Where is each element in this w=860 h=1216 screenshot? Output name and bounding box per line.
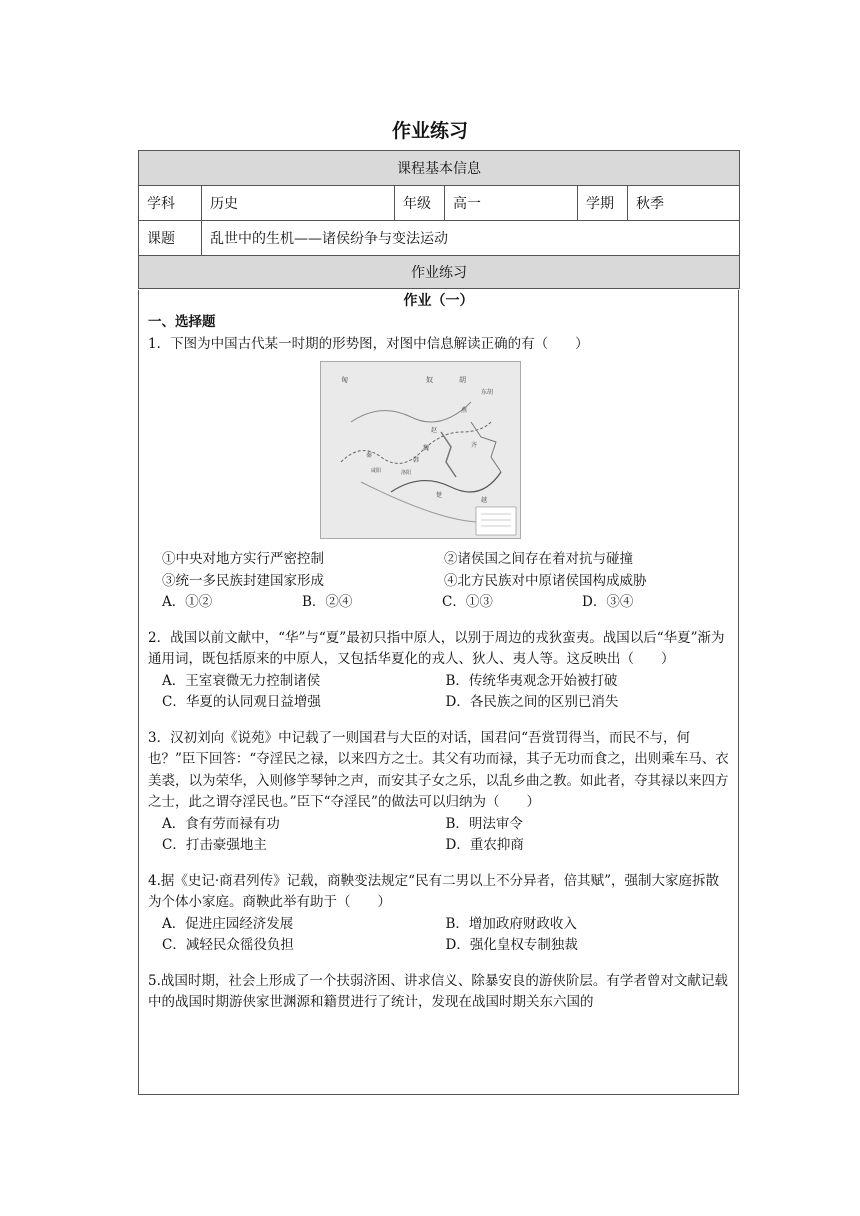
question-1-statements-row1 xyxy=(148,549,729,571)
section-heading: 一、选择题 xyxy=(148,314,216,330)
question-2-options-row1 xyxy=(148,671,729,693)
homework-section-header: 作业练习 xyxy=(139,256,740,289)
map-label: 奴 xyxy=(426,376,433,384)
question-3-options-row2 xyxy=(148,835,729,857)
question-4-options-row1 xyxy=(148,914,729,936)
page-title: 作业练习 xyxy=(391,120,468,142)
option-a[interactable]: A．促进庄园经济发展 xyxy=(162,915,294,932)
question-1-options xyxy=(148,592,729,614)
question-1-statements-row2 xyxy=(148,571,729,593)
question-4-stem: 4.据《史记·商君列传》记载，商鞅变法规定“民有二男以上不分异者，倍其赋”，强制大家庭拆散为个体小家庭。商鞅此举有助于（ ） xyxy=(148,872,719,910)
option-d[interactable]: D．各民族之间的区别已消失 xyxy=(445,694,619,710)
option-b[interactable]: B．②④ xyxy=(302,594,353,610)
statement-1: ①中央对地方实行严密控制 xyxy=(162,551,324,567)
map-label: 秦 xyxy=(366,452,373,459)
grade-value: 高一 xyxy=(445,186,578,221)
statement-3: ③统一多民族封建国家形成 xyxy=(162,572,324,589)
option-a[interactable]: A．①② xyxy=(162,594,213,610)
map-label: 洛阳 xyxy=(401,470,412,476)
option-d[interactable]: D．强化皇权专制独裁 xyxy=(445,937,578,953)
topic-value: 乱世中的生机——诸侯纷争与变法运动 xyxy=(202,221,740,256)
option-d[interactable]: D．重农抑商 xyxy=(445,837,524,853)
option-c[interactable]: C．减轻民众徭役负担 xyxy=(162,937,294,953)
map-label: 赵 xyxy=(431,427,438,434)
map-graphic xyxy=(321,362,520,538)
map-label: 咸阳 xyxy=(371,468,382,474)
statement-4: ④北方民族对中原诸侯国构成威胁 xyxy=(444,572,647,589)
question-2-stem: 2．战国以前文献中，“华”与“夏”最初只指中原人，以别于周边的戎狄蛮夷。战国以后“华夏”渐为通用词，既包括原来的中原人，又包括华夏化的戎人、狄人、夷人等。这反映出（ ） xyxy=(148,629,725,667)
question-3-stem: 3．汉初刘向《说苑》中记载了一则国君与大臣的对话，国君问“吾赏罚得当，而民不与，何也？”臣下回答：“夺淫民之禄，以来四方之士。其父有功而禄，其子无功而食之，出则乘车马、衣美裘，以为荣华，入则修竽琴钟之声，而安其子女之乐，以乱乡曲之教。如此者，夺其禄以来四方之士，此之谓夺淫民也。”臣下“夺淫民”的做法可以归纳为（ ） xyxy=(148,729,729,810)
homework-panel xyxy=(138,290,739,1095)
map-label: 楚 xyxy=(436,492,443,499)
question-2-options-row2 xyxy=(148,692,729,714)
option-d[interactable]: D．③④ xyxy=(582,594,634,610)
warring-states-map xyxy=(320,361,521,539)
map-label: 燕 xyxy=(461,407,468,414)
term-label: 学期 xyxy=(578,186,628,221)
homework-title: 作业（一） xyxy=(403,293,474,309)
grade-label: 年级 xyxy=(395,186,445,221)
question-5-stem: 5.战国时期，社会上形成了一个扶弱济困、讲求信义、除暴安良的游侠阶层。有学者曾对文献记载中的战国时期游侠家世渊源和籍贯进行了统计，发现在战国时期关东六国的 xyxy=(148,972,728,1010)
map-label: 魏 xyxy=(423,445,430,452)
question-1-stem: 1．下图为中国古代某一时期的形势图，对图中信息解读正确的有（ ） xyxy=(148,335,589,352)
map-label: 胡 xyxy=(459,376,466,384)
option-c[interactable]: C．打击豪强地主 xyxy=(162,837,267,853)
option-a[interactable]: A．食有劳而禄有功 xyxy=(162,815,280,832)
question-4-options-row2 xyxy=(148,935,729,957)
option-b[interactable]: B．明法审令 xyxy=(445,815,523,832)
option-b[interactable]: B．传统华夷观念开始被打破 xyxy=(445,672,618,689)
map-label: 越 xyxy=(481,497,488,504)
topic-label: 课题 xyxy=(139,221,202,256)
subject-label: 学科 xyxy=(139,186,202,221)
question-3-options-row1 xyxy=(148,814,729,836)
option-b[interactable]: B．增加政府财政收入 xyxy=(445,915,577,932)
map-label: 东胡 xyxy=(481,389,494,396)
map-label: 韩 xyxy=(413,457,420,464)
option-c[interactable]: C．华夏的认同观日益增强 xyxy=(162,694,321,710)
map-label: 匈 xyxy=(341,376,348,384)
course-info-table xyxy=(138,150,740,289)
statement-2: ②诸侯国之间存在着对抗与碰撞 xyxy=(444,551,633,567)
option-a[interactable]: A．王室衰微无力控制诸侯 xyxy=(162,672,321,689)
course-info-header: 课程基本信息 xyxy=(139,151,740,186)
map-label: 齐 xyxy=(471,442,478,449)
subject-value: 历史 xyxy=(202,186,395,221)
term-value: 秋季 xyxy=(628,186,740,221)
option-c[interactable]: C．①③ xyxy=(442,594,493,610)
